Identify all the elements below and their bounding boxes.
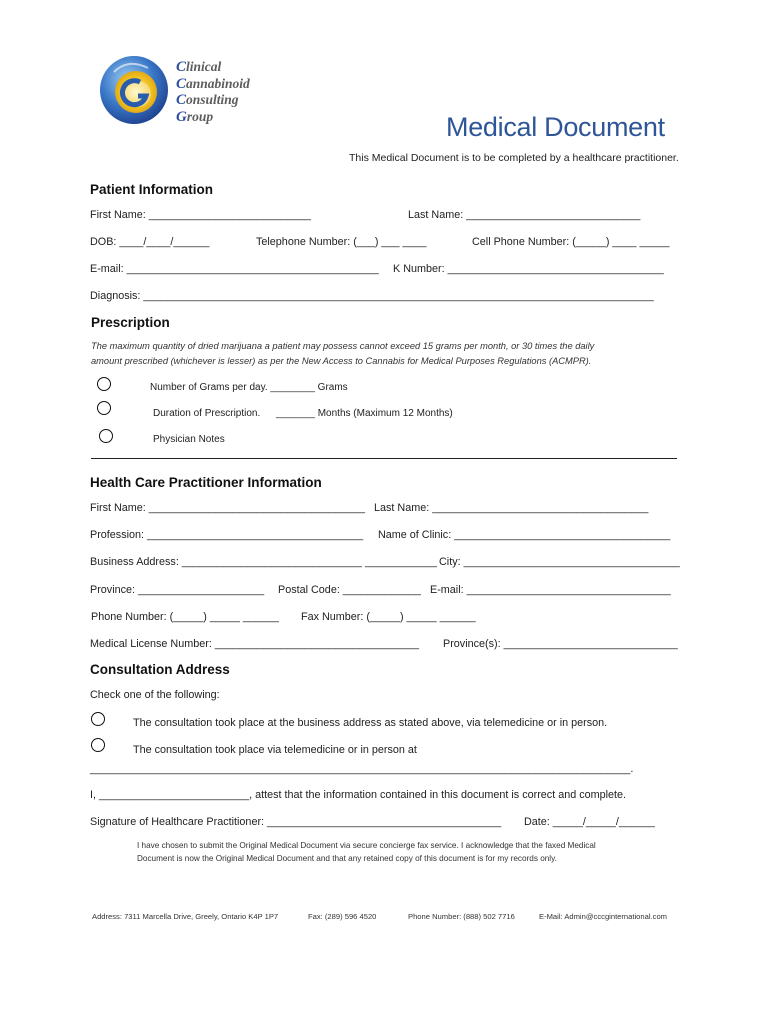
duration-label: Duration of Prescription. xyxy=(153,408,261,419)
grams-per-day-radio[interactable] xyxy=(97,377,111,391)
patient-info-heading: Patient Information xyxy=(90,182,214,197)
prescription-note-line: amount prescribed (whichever is lesser) as per the New Access to Cannabis for Medical Purposes Regulations (ACMPR). xyxy=(91,356,592,366)
patient-dob-field[interactable]: DOB: ____/____/______ xyxy=(90,236,210,248)
document-subtitle: This Medical Document is to be completed by a healthcare practitioner. xyxy=(349,152,679,164)
signature-date-field[interactable]: Date: _____/_____/______ xyxy=(524,816,655,828)
practitioner-phone-field[interactable]: Phone Number: (_____) _____ ______ xyxy=(91,611,279,623)
practitioner-info-heading: Health Care Practitioner Information xyxy=(90,475,322,490)
consultation-instruction: Check one of the following: xyxy=(90,689,220,701)
practitioner-license-field[interactable]: Medical License Number: __________________________________ xyxy=(90,638,419,650)
physician-notes-line[interactable] xyxy=(91,458,677,459)
footer-email: E-Mail: Admin@cccginternational.com xyxy=(539,912,667,921)
practitioner-province-field[interactable]: Province: _____________________ xyxy=(90,584,265,596)
practitioner-city-field[interactable]: City: ____________________________________ xyxy=(439,556,680,568)
acknowledgement-line: Document is now the Original Medical Document and that any retained copy of this document is for my records only. xyxy=(137,854,557,863)
practitioner-email-field[interactable]: E-mail: __________________________________ xyxy=(430,584,671,596)
physician-notes-radio[interactable] xyxy=(99,429,113,443)
practitioner-fax-field[interactable]: Fax Number: (_____) _____ ______ xyxy=(301,611,476,623)
practitioner-first-name-field[interactable]: First Name: ____________________________________ xyxy=(90,502,365,514)
attestation-field[interactable]: I, _________________________, attest that the information contained in this document is correct and complete. xyxy=(90,789,627,801)
duration-radio[interactable] xyxy=(97,401,111,415)
prescription-heading: Prescription xyxy=(91,315,170,330)
grams-per-day-label: Number of Grams per day. ________ Grams xyxy=(150,382,348,393)
other-address-option-label: The consultation took place via telemedicine or in person at xyxy=(133,744,417,756)
logo-line: Cannabinoid xyxy=(176,75,250,92)
practitioner-last-name-field[interactable]: Last Name: ____________________________________ xyxy=(374,502,649,514)
practitioner-business-address-field[interactable]: Business Address: ______________________________ ____________ xyxy=(90,556,438,568)
patient-telephone-field[interactable]: Telephone Number: (___) ___ ____ xyxy=(256,236,427,248)
patient-email-field[interactable]: E-mail: __________________________________________ xyxy=(90,263,379,275)
patient-first-name-field[interactable]: First Name: ___________________________ xyxy=(90,209,311,221)
acknowledgement-line: I have chosen to submit the Original Medical Document via secure concierge fax service. I acknowledge that the faxed Medical xyxy=(137,841,596,850)
consultation-address-heading: Consultation Address xyxy=(90,662,230,677)
footer-phone: Phone Number: (888) 502 7716 xyxy=(408,912,515,921)
footer-fax: Fax: (289) 596 4520 xyxy=(308,912,377,921)
patient-k-number-field[interactable]: K Number: ____________________________________ xyxy=(393,263,664,275)
prescription-note-line: The maximum quantity of dried marijuana a patient may possess cannot exceed 15 grams per month, or 30 times the daily xyxy=(91,341,595,351)
logo-line: Clinical xyxy=(176,59,222,75)
practitioner-profession-field[interactable]: Profession: ____________________________________ xyxy=(90,529,364,541)
consultation-address-field[interactable]: __________________________________________________________________________________________. xyxy=(90,763,634,775)
logo-line: Group xyxy=(176,108,214,125)
patient-diagnosis-field[interactable]: Diagnosis: _____________________________________________________________________________________ xyxy=(90,290,654,302)
practitioner-provinces-field[interactable]: Province(s): _____________________________ xyxy=(443,638,678,650)
business-address-radio[interactable] xyxy=(91,712,105,726)
practitioner-postal-code-field[interactable]: Postal Code: _____________ xyxy=(278,584,421,596)
other-address-radio[interactable] xyxy=(91,738,105,752)
footer-address: Address: 7311 Marcella Drive, Greely, Ontario K4P 1P7 xyxy=(92,912,279,921)
physician-notes-label: Physician Notes xyxy=(153,434,225,445)
logo-wordmark xyxy=(176,59,250,125)
patient-cell-field[interactable]: Cell Phone Number: (_____) ____ _____ xyxy=(472,236,670,248)
duration-months-field[interactable]: _______ Months (Maximum 12 Months) xyxy=(276,408,453,419)
practitioner-clinic-field[interactable]: Name of Clinic: ____________________________________ xyxy=(378,529,671,541)
document-title: Medical Document xyxy=(446,112,665,142)
business-address-option-label: The consultation took place at the business address as stated above, via telemedicine or in person. xyxy=(133,717,608,729)
patient-last-name-field[interactable]: Last Name: _____________________________ xyxy=(408,209,641,221)
logo-line: Consulting xyxy=(176,92,239,108)
signature-field[interactable]: Signature of Healthcare Practitioner: _______________________________________ xyxy=(90,816,502,828)
